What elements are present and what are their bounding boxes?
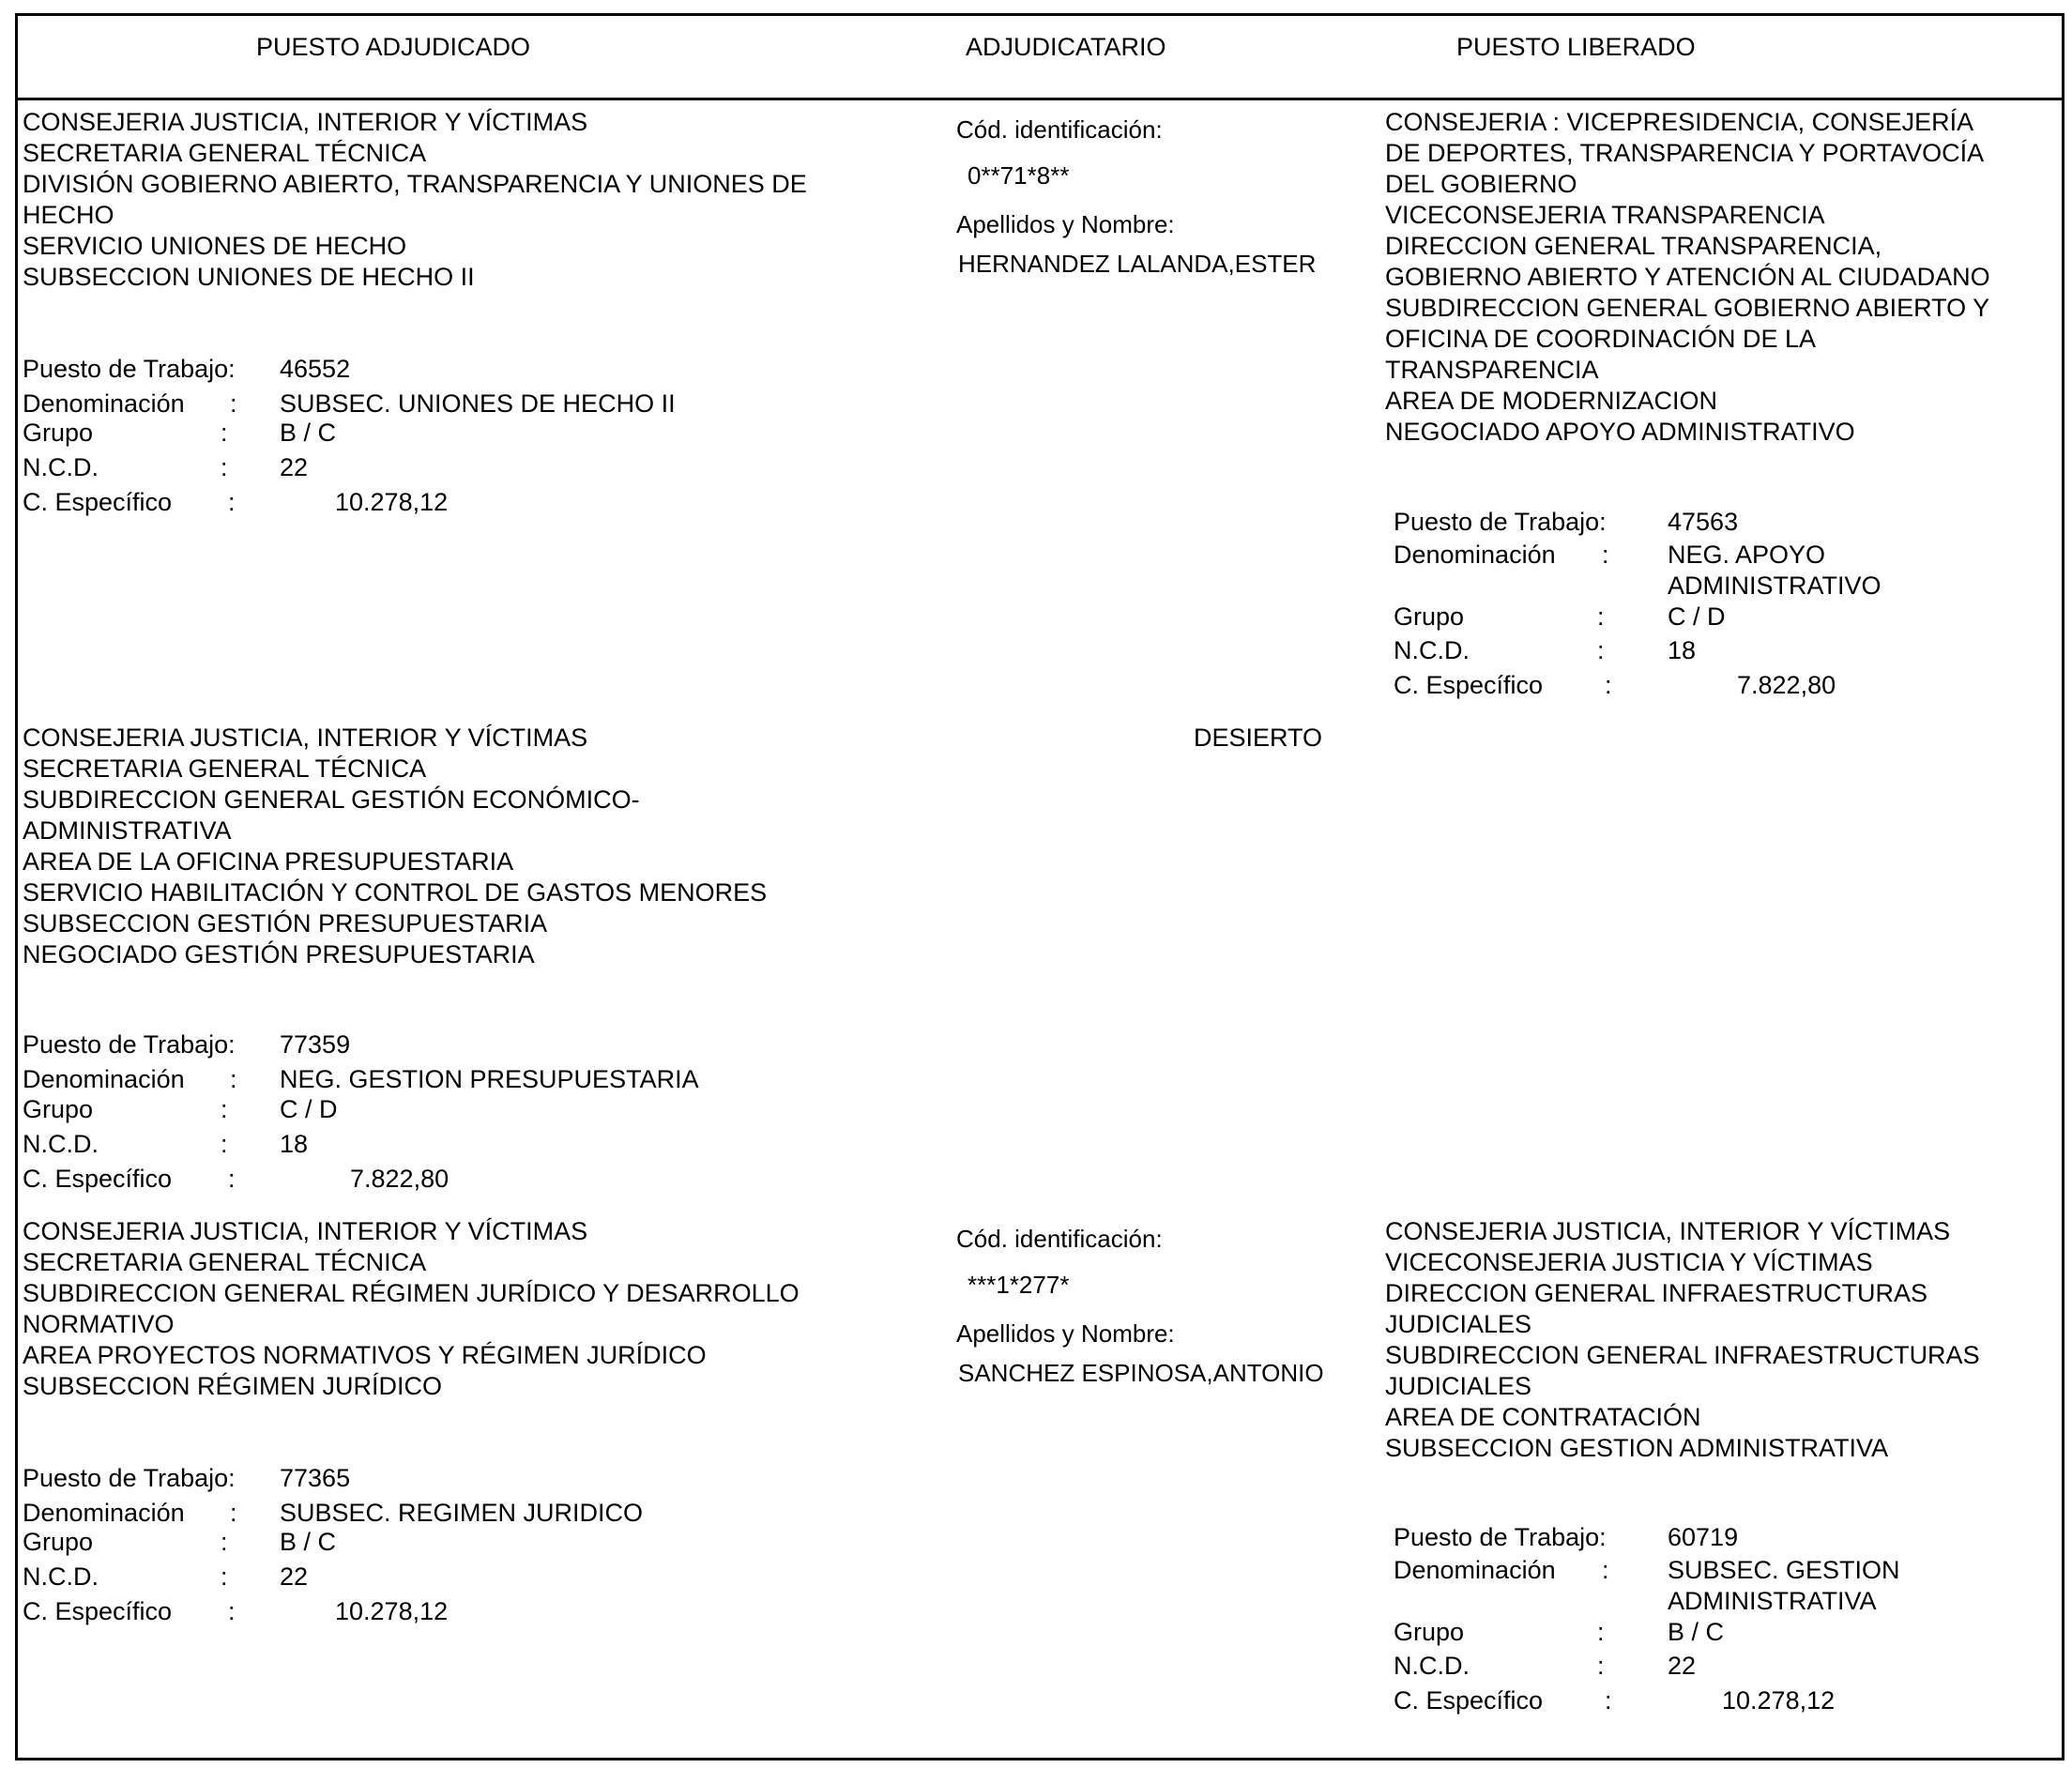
label-ncd: N.C.D. [23, 1130, 99, 1158]
label-apellidos-nombre: Apellidos y Nombre: [956, 1319, 1175, 1348]
row2-adjudicado-org [23, 723, 767, 970]
value-puesto-trabajo: 46552 [280, 355, 351, 383]
org-line: SECRETARIA GENERAL TÉCNICA [23, 139, 427, 167]
label-puesto-trabajo: Puesto de Trabajo: [1394, 508, 1607, 536]
value-denominacion-cont: ADMINISTRATIVA [1668, 1587, 1877, 1615]
label-ncd: N.C.D. [1394, 1652, 1470, 1680]
label-puesto-trabajo: Puesto de Trabajo: [23, 1030, 236, 1059]
org-line: DEL GOBIERNO [1385, 170, 1577, 198]
value-denominacion: NEG. APOYO [1668, 541, 1826, 569]
label-denominacion: Denominación [23, 389, 185, 418]
colon: : [1597, 1618, 1605, 1646]
org-line: AREA DE LA OFICINA PRESUPUESTARIA [23, 847, 514, 876]
value-ncd: 22 [280, 453, 309, 481]
value-grupo: B / C [280, 1528, 337, 1556]
value-grupo: B / C [1668, 1618, 1725, 1646]
org-line: JUDICIALES [1385, 1372, 1532, 1400]
colon: : [230, 1065, 237, 1093]
label-denominacion: Denominación [23, 1499, 185, 1527]
value-ncd: 18 [280, 1130, 309, 1158]
value-grupo: C / D [1668, 602, 1726, 631]
org-line: AREA PROYECTOS NORMATIVOS Y RÉGIMEN JURÍDICO [23, 1341, 707, 1369]
colon: : [1602, 541, 1609, 569]
org-line: NORMATIVO [23, 1310, 175, 1338]
value-denominacion: SUBSEC. GESTION [1668, 1556, 1900, 1584]
colon: : [1597, 636, 1605, 664]
label-puesto-trabajo: Puesto de Trabajo: [23, 1464, 236, 1492]
value-puesto-trabajo: 47563 [1668, 508, 1739, 536]
label-ncd: N.C.D. [23, 1562, 99, 1591]
value-puesto-trabajo: 77365 [280, 1464, 351, 1492]
label-grupo: Grupo [23, 1095, 94, 1123]
label-denominacion: Denominación [1394, 1556, 1556, 1584]
colon: : [228, 1597, 236, 1625]
label-denominacion: Denominación [1394, 541, 1556, 569]
colon: : [221, 1130, 228, 1158]
org-line: DE DEPORTES, TRANSPARENCIA Y PORTAVOCÍA [1385, 139, 1985, 167]
org-line: SUBDIRECCION GENERAL RÉGIMEN JURÍDICO Y DESARROLLO [23, 1279, 800, 1307]
label-denominacion: Denominación [23, 1065, 185, 1093]
colon: : [1605, 671, 1612, 699]
colon: : [221, 453, 228, 481]
org-line: GOBIERNO ABIERTO Y ATENCIÓN AL CIUDADANO [1385, 263, 1990, 291]
org-line: CONSEJERIA : VICEPRESIDENCIA, CONSEJERÍA [1385, 108, 1974, 136]
value-denominacion: SUBSEC. UNIONES DE HECHO II [280, 389, 676, 418]
value-c-especifico: 10.278,12 [1722, 1686, 1836, 1715]
value-cod-identificacion: 0**71*8** [967, 161, 1070, 190]
org-line: SUBSECCION GESTION ADMINISTRATIVA [1385, 1434, 1889, 1462]
org-line: SECRETARIA GENERAL TÉCNICA [23, 754, 427, 783]
value-ncd: 22 [280, 1562, 309, 1591]
org-line: SERVICIO UNIONES DE HECHO [23, 232, 407, 260]
org-line: SUBDIRECCION GENERAL GOBIERNO ABIERTO Y [1385, 294, 1990, 322]
org-line: CONSEJERIA JUSTICIA, INTERIOR Y VÍCTIMAS [23, 1217, 588, 1245]
colon: : [1597, 602, 1605, 631]
colon: : [221, 1528, 228, 1556]
label-c-especifico: C. Específico [23, 1597, 173, 1625]
value-denominacion-cont: ADMINISTRATIVO [1668, 572, 1882, 600]
value-denominacion: NEG. GESTION PRESUPUESTARIA [280, 1065, 699, 1093]
label-apellidos-nombre: Apellidos y Nombre: [956, 210, 1175, 238]
org-line: SUBDIRECCION GENERAL INFRAESTRUCTURAS [1385, 1341, 1980, 1369]
org-line: NEGOCIADO APOYO ADMINISTRATIVO [1385, 418, 1855, 446]
org-line: AREA DE MODERNIZACION [1385, 387, 1718, 415]
org-line: VICECONSEJERIA TRANSPARENCIA [1385, 201, 1825, 229]
org-line: HECHO [23, 201, 114, 229]
org-line: SECRETARIA GENERAL TÉCNICA [23, 1248, 427, 1276]
label-c-especifico: C. Específico [1394, 1686, 1544, 1715]
value-cod-identificacion: ***1*277* [967, 1271, 1070, 1299]
colon: : [1602, 1556, 1609, 1584]
org-line: TRANSPARENCIA [1385, 356, 1599, 384]
value-denominacion: SUBSEC. REGIMEN JURIDICO [280, 1499, 644, 1527]
colon: : [230, 1499, 237, 1527]
org-line: NEGOCIADO GESTIÓN PRESUPUESTARIA [23, 940, 535, 968]
label-cod-identificacion: Cód. identificación: [956, 1225, 1163, 1253]
header-puesto-adjudicado: PUESTO ADJUDICADO [256, 33, 531, 61]
org-line: OFICINA DE COORDINACIÓN DE LA [1385, 325, 1817, 353]
label-ncd: N.C.D. [1394, 636, 1470, 664]
value-grupo: C / D [280, 1095, 338, 1123]
label-c-especifico: C. Específico [23, 1165, 173, 1193]
org-line: SUBDIRECCION GENERAL GESTIÓN ECONÓMICO- [23, 785, 640, 814]
org-line: SERVICIO HABILITACIÓN Y CONTROL DE GASTOS MENORES [23, 878, 768, 907]
value-puesto-trabajo: 60719 [1668, 1523, 1739, 1551]
org-line: DIVISIÓN GOBIERNO ABIERTO, TRANSPARENCIA Y UNIONES DE [23, 170, 807, 198]
label-grupo: Grupo [1394, 1618, 1465, 1646]
label-grupo: Grupo [23, 419, 94, 447]
label-grupo: Grupo [23, 1528, 94, 1556]
colon: : [228, 488, 236, 516]
value-c-especifico: 10.278,12 [335, 1597, 449, 1625]
header-divider [15, 98, 2064, 100]
label-cod-identificacion: Cód. identificación: [956, 115, 1163, 144]
value-ncd: 18 [1668, 636, 1697, 664]
org-line: AREA DE CONTRATACIÓN [1385, 1403, 1701, 1431]
label-ncd: N.C.D. [23, 453, 99, 481]
row1-liberado-org [1385, 107, 1990, 448]
org-line: SUBSECCION RÉGIMEN JURÍDICO [23, 1372, 443, 1400]
label-puesto-trabajo: Puesto de Trabajo: [1394, 1523, 1607, 1551]
row3-liberado-org [1385, 1216, 1980, 1464]
row1-adjudicado-org [23, 107, 807, 293]
value-ncd: 22 [1668, 1652, 1697, 1680]
label-c-especifico: C. Específico [1394, 671, 1544, 699]
colon: : [1605, 1686, 1612, 1715]
org-line: VICECONSEJERIA JUSTICIA Y VÍCTIMAS [1385, 1248, 1873, 1276]
row3-adjudicado-org [23, 1216, 800, 1402]
org-line: ADMINISTRATIVA [23, 816, 232, 845]
colon: : [221, 419, 228, 447]
org-line: SUBSECCION UNIONES DE HECHO II [23, 263, 475, 291]
value-nombre: SANCHEZ ESPINOSA,ANTONIO [958, 1359, 1324, 1387]
value-c-especifico: 10.278,12 [335, 488, 449, 516]
org-line: DIRECCION GENERAL TRANSPARENCIA, [1385, 232, 1882, 260]
value-grupo: B / C [280, 419, 337, 447]
org-line: CONSEJERIA JUSTICIA, INTERIOR Y VÍCTIMAS [23, 724, 588, 752]
header-adjudicatario: ADJUDICATARIO [966, 33, 1166, 61]
label-c-especifico: C. Específico [23, 488, 173, 516]
status-desierto: DESIERTO [1194, 724, 1323, 752]
org-line: CONSEJERIA JUSTICIA, INTERIOR Y VÍCTIMAS [23, 108, 588, 136]
value-puesto-trabajo: 77359 [280, 1030, 351, 1059]
header-puesto-liberado: PUESTO LIBERADO [1456, 33, 1696, 61]
org-line: DIRECCION GENERAL INFRAESTRUCTURAS [1385, 1279, 1928, 1307]
colon: : [230, 389, 237, 418]
org-line: SUBSECCION GESTIÓN PRESUPUESTARIA [23, 909, 548, 937]
org-line: CONSEJERIA JUSTICIA, INTERIOR Y VÍCTIMAS [1385, 1217, 1951, 1245]
label-puesto-trabajo: Puesto de Trabajo: [23, 355, 236, 383]
colon: : [221, 1562, 228, 1591]
org-line: JUDICIALES [1385, 1310, 1532, 1338]
colon: : [221, 1095, 228, 1123]
label-grupo: Grupo [1394, 602, 1465, 631]
colon: : [1597, 1652, 1605, 1680]
colon: : [228, 1165, 236, 1193]
value-c-especifico: 7.822,80 [1737, 671, 1836, 699]
value-c-especifico: 7.822,80 [350, 1165, 449, 1193]
value-nombre: HERNANDEZ LALANDA,ESTER [958, 250, 1317, 278]
